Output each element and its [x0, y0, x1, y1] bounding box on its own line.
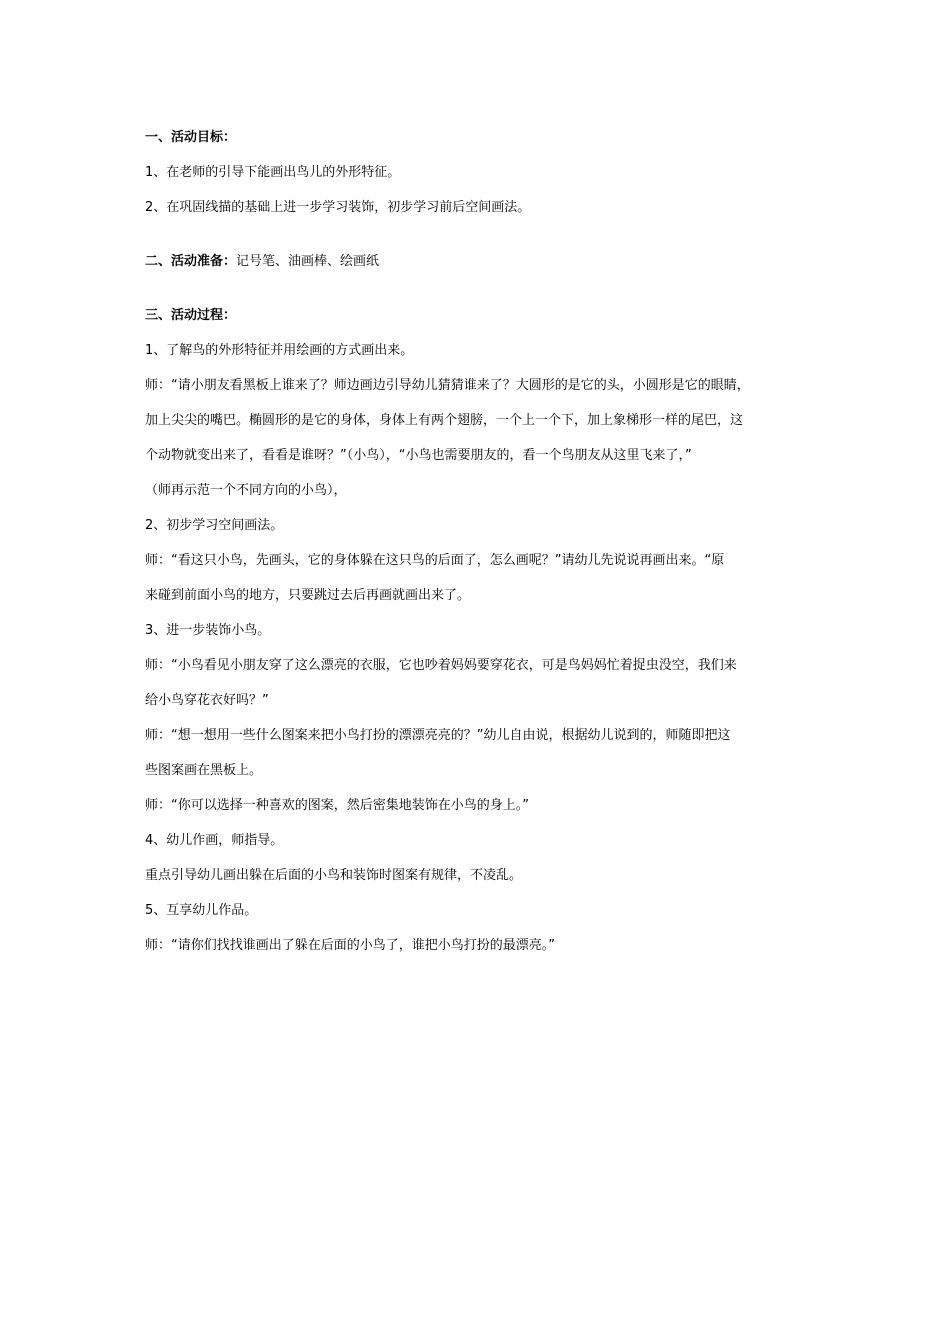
section-heading-goals: 一、活动目标：: [145, 130, 237, 145]
goal-item-1: 1、在老师的引导下能画出鸟儿的外形特征。: [145, 165, 401, 180]
process-line: 4、幼儿作画，师指导。: [145, 833, 284, 848]
process-line: 1、了解鸟的外形特征并用绘画的方式画出来。: [145, 343, 414, 358]
process-line: 3、进一步装饰小鸟。: [145, 623, 271, 638]
process-line: 5、互享幼儿作品。: [145, 903, 258, 918]
section-preparation: [145, 244, 825, 279]
spacer: [145, 279, 825, 298]
process-line: 师：“想一想用一些什么图案来把小鸟打扮的漂漂亮亮的？”幼儿自由说，根据幼儿说到的，师随即把这: [145, 728, 731, 743]
process-line: 重点引导幼儿画出躲在后面的小鸟和装饰时图案有规律，不凌乱。: [145, 868, 523, 883]
process-line: 加上尖尖的嘴巴。椭圆形的是它的身体，身体上有两个翅膀，一个上一个下，加上象梯形一样的尾巴，这: [145, 413, 744, 428]
process-line: 个动物就变出来了，看看是谁呀？”（小鸟），“小鸟也需要朋友的，看一个鸟朋友从这里飞来了，”: [145, 448, 692, 463]
process-line: 师：“请你们找找谁画出了躲在后面的小鸟了，谁把小鸟打扮的最漂亮。”: [145, 938, 555, 953]
process-line: 给小鸟穿花衣好吗？”: [145, 693, 269, 708]
document-body: [145, 120, 825, 963]
process-line: 些图案画在黑板上。: [145, 763, 263, 778]
spacer: [145, 225, 825, 244]
process-line: 2、初步学习空间画法。: [145, 518, 284, 533]
section-heading-process: 三、活动过程：: [145, 308, 237, 323]
goal-item-2: 2、在巩固线描的基础上进一步学习装饰，初步学习前后空间画法。: [145, 200, 531, 215]
process-line: 师：“看这只小鸟，先画头，它的身体躲在这只鸟的后面了，怎么画呢？”请幼儿先说说再画出来。“原: [145, 553, 725, 568]
process-line: 师：“你可以选择一种喜欢的图案，然后密集地装饰在小鸟的身上。”: [145, 798, 529, 813]
process-line: 师：“请小朋友看黑板上谁来了？师边画边引导幼儿猜猜谁来了？大圆形的是它的头，小圆形是它的眼睛，: [145, 378, 750, 393]
preparation-materials: 记号笔、油画棒、绘画纸: [236, 254, 380, 269]
process-line: 师：“小鸟看见小朋友穿了这么漂亮的衣服，它也吵着妈妈要穿花衣，可是鸟妈妈忙着捉虫没空，我们来: [145, 658, 737, 673]
process-line: 来碰到前面小鸟的地方，只要跳过去后再画就画出来了。: [145, 588, 471, 603]
section-heading-preparation: 二、活动准备：: [145, 254, 237, 269]
process-line: （师再示范一个不同方向的小鸟），: [145, 483, 347, 498]
